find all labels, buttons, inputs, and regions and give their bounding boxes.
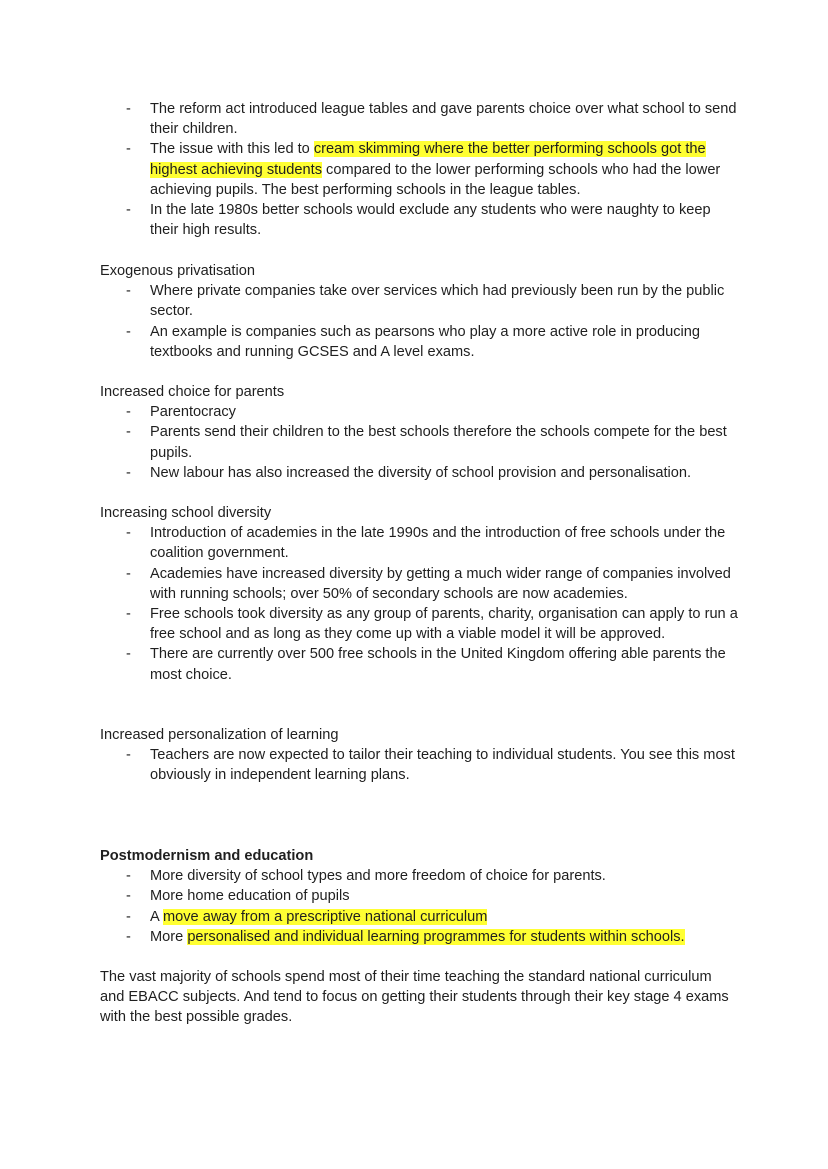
list-item: - In the late 1980s better schools would exclude any students who were naughty to keep their high results. xyxy=(100,200,740,240)
intro-list xyxy=(100,99,740,240)
list-item: - A move away from a prescriptive national curriculum xyxy=(100,907,740,927)
diversity-list xyxy=(100,523,740,685)
postmodernism-list xyxy=(100,866,740,947)
section-heading: Exogenous privatisation xyxy=(100,263,255,279)
personalization-section xyxy=(100,725,740,786)
list-item: - Academies have increased diversity by getting a much wider range of companies involved with running schools; over 50% of secondary schools are now academies. xyxy=(100,564,740,604)
list-item: - New labour has also increased the diversity of school provision and personalisation. xyxy=(100,463,740,483)
list-item: - The issue with this led to cream skimming where the better performing schools got the highest achieving students compared to the lower performing schools who had the lower achieving pupils. The best performing schools in the league tables. xyxy=(100,139,740,200)
highlighted-text: cream skimming where the better performing schools got the highest achieving students xyxy=(150,141,706,178)
list-item: - Free schools took diversity as any group of parents, charity, organisation can apply to run a free school and as long as they come up with a viable model it will be approved. xyxy=(100,604,740,644)
section-heading: Increased personalization of learning xyxy=(100,727,339,743)
section-heading: Increased choice for parents xyxy=(100,384,285,400)
list-item: - Parentocracy xyxy=(100,402,740,422)
exogenous-list xyxy=(100,281,740,362)
list-item: - An example is companies such as pearsons who play a more active role in producing textbooks and running GCSES and A level exams. xyxy=(100,322,740,362)
highlighted-text: move away from a prescriptive national curriculum xyxy=(162,908,488,925)
list-item: - More home education of pupils xyxy=(100,886,740,906)
conclusion-section xyxy=(100,967,740,1028)
list-item: - Introduction of academies in the late 1990s and the introduction of free schools under the coalition government. xyxy=(100,523,740,563)
choice-section xyxy=(100,382,740,483)
intro-section xyxy=(100,99,740,240)
conclusion-paragraph: The vast majority of schools spend most of their time teaching the standard national curriculum and EBACC subjects. And tend to focus on getting their students through their key stage 4 exams with the best possible grades. xyxy=(100,969,729,1026)
list-item: - Teachers are now expected to tailor their teaching to individual students. You see this most obviously in independent learning plans. xyxy=(100,745,740,785)
postmodernism-section xyxy=(100,846,740,947)
list-item: - The reform act introduced league tables and gave parents choice over what school to send their children. xyxy=(100,99,740,139)
list-item: - Where private companies take over services which had previously been run by the public sector. xyxy=(100,281,740,321)
choice-list xyxy=(100,402,740,483)
highlighted-text: personalised and individual learning programmes for students within schools. xyxy=(187,928,685,945)
list-item: - More diversity of school types and more freedom of choice for parents. xyxy=(100,866,740,886)
section-heading: Postmodernism and education xyxy=(100,848,314,864)
diversity-section xyxy=(100,503,740,685)
list-item: - More personalised and individual learning programmes for students within schools. xyxy=(100,927,740,947)
list-item: - There are currently over 500 free schools in the United Kingdom offering able parents the most choice. xyxy=(100,644,740,684)
section-heading: Increasing school diversity xyxy=(100,505,272,521)
list-item: - Parents send their children to the best schools therefore the schools compete for the best pupils. xyxy=(100,422,740,462)
exogenous-section xyxy=(100,261,740,362)
personalization-list xyxy=(100,745,740,785)
